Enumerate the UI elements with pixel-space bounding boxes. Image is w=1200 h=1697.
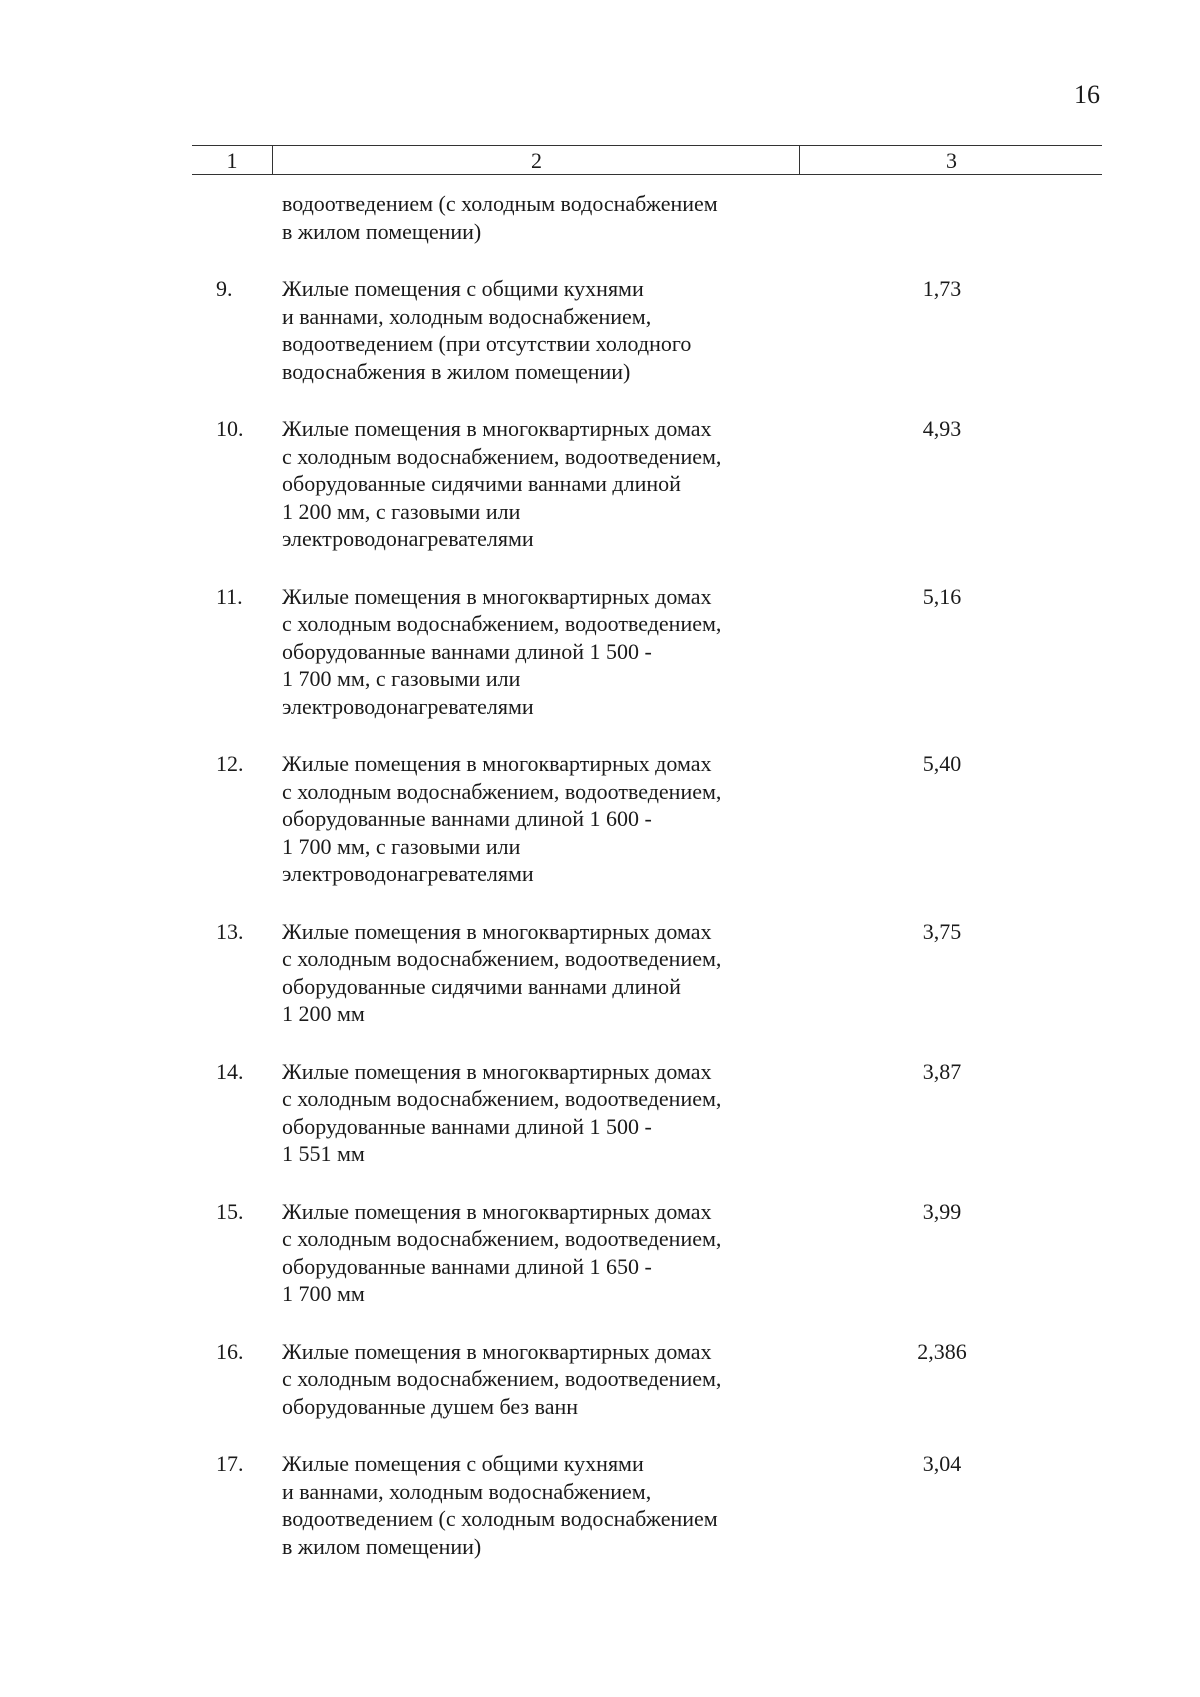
- table-row: [192, 1058, 1112, 1168]
- row-number: 15.: [216, 1198, 244, 1224]
- table-row: [192, 190, 1112, 245]
- row-description: Жилые помещения в многоквартирных домах с холодным водоснабжением, водоотведением, оборудованные ваннами длиной 1 500 - 1 700 мм, с газовыми или электроводонагревателями: [282, 583, 722, 719]
- row-description: Жилые помещения в многоквартирных домах с холодным водоснабжением, водоотведением, оборудованные ваннами длиной 1 600 - 1 700 мм, с газовыми или электроводонагревателями: [282, 751, 722, 886]
- row-number: 10.: [216, 416, 244, 441]
- header-col-1: 1: [226, 148, 238, 173]
- table-row: [192, 415, 1112, 553]
- page-number: 16: [1074, 80, 1100, 109]
- header-top-rule: [192, 145, 1102, 146]
- table-row: [192, 1450, 1112, 1560]
- row-description: Жилые помещения в многоквартирных домах с холодным водоснабжением, водоотведением, оборудованные ваннами длиной 1 650 - 1 700 мм: [282, 1198, 722, 1306]
- row-value: 3,99: [922, 1198, 962, 1224]
- row-number: 14.: [216, 1058, 244, 1084]
- row-description: Жилые помещения в многоквартирных домах с холодным водоснабжением, водоотведением, оборудованные сидячими ваннами длиной 1 200 мм: [282, 918, 722, 1026]
- table-row: [192, 275, 1112, 385]
- row-description: Жилые помещения в многоквартирных домах с холодным водоснабжением, водоотведением, оборудованные ваннами длиной 1 500 - 1 551 мм: [282, 1058, 722, 1166]
- row-number: 16.: [216, 1338, 244, 1364]
- header-bottom-rule: [192, 174, 1102, 175]
- table-row: [192, 750, 1112, 888]
- header-col-3: 3: [946, 148, 957, 173]
- row-value: 5,40: [922, 751, 962, 776]
- row-number: 12.: [216, 751, 244, 776]
- row-value: 3,75: [922, 918, 962, 944]
- table-row: [192, 1198, 1112, 1308]
- row-value: 2,386: [917, 1338, 967, 1364]
- row-number: 9.: [216, 276, 233, 301]
- table-body: [192, 190, 1112, 1590]
- row-description: Жилые помещения с общими кухнями и ваннами, холодным водоснабжением, водоотведением (при отсутствии холодного водоснабжения в жилом помещении): [282, 276, 692, 384]
- row-description: Жилые помещения в многоквартирных домах с холодным водоснабжением, водоотведением, оборудованные душем без ванн: [282, 1338, 722, 1419]
- row-number: 11.: [216, 583, 243, 609]
- row-value: 3,04: [922, 1451, 962, 1476]
- table-header: [192, 145, 1112, 175]
- header-separator: [799, 145, 800, 175]
- header-col-2: 2: [531, 148, 542, 173]
- row-value: 4,93: [922, 416, 962, 441]
- row-value: 1,73: [922, 276, 962, 301]
- table-row: [192, 1338, 1112, 1421]
- row-description: Жилые помещения с общими кухнями и ваннами, холодным водоснабжением, водоотведением (с холодным водоснабжением в жилом помещении): [282, 1451, 718, 1559]
- row-description: водоотведением (с холодным водоснабжением в жилом помещении): [282, 191, 718, 244]
- header-separator: [272, 145, 273, 175]
- row-number: 13.: [216, 918, 244, 944]
- row-number: 17.: [216, 1451, 244, 1476]
- table-row: [192, 583, 1112, 721]
- row-value: 5,16: [922, 583, 962, 609]
- table-row: [192, 918, 1112, 1028]
- row-description: Жилые помещения в многоквартирных домах с холодным водоснабжением, водоотведением, оборудованные сидячими ваннами длиной 1 200 мм, с газовыми или электроводонагревателями: [282, 416, 722, 551]
- row-value: 3,87: [922, 1058, 962, 1084]
